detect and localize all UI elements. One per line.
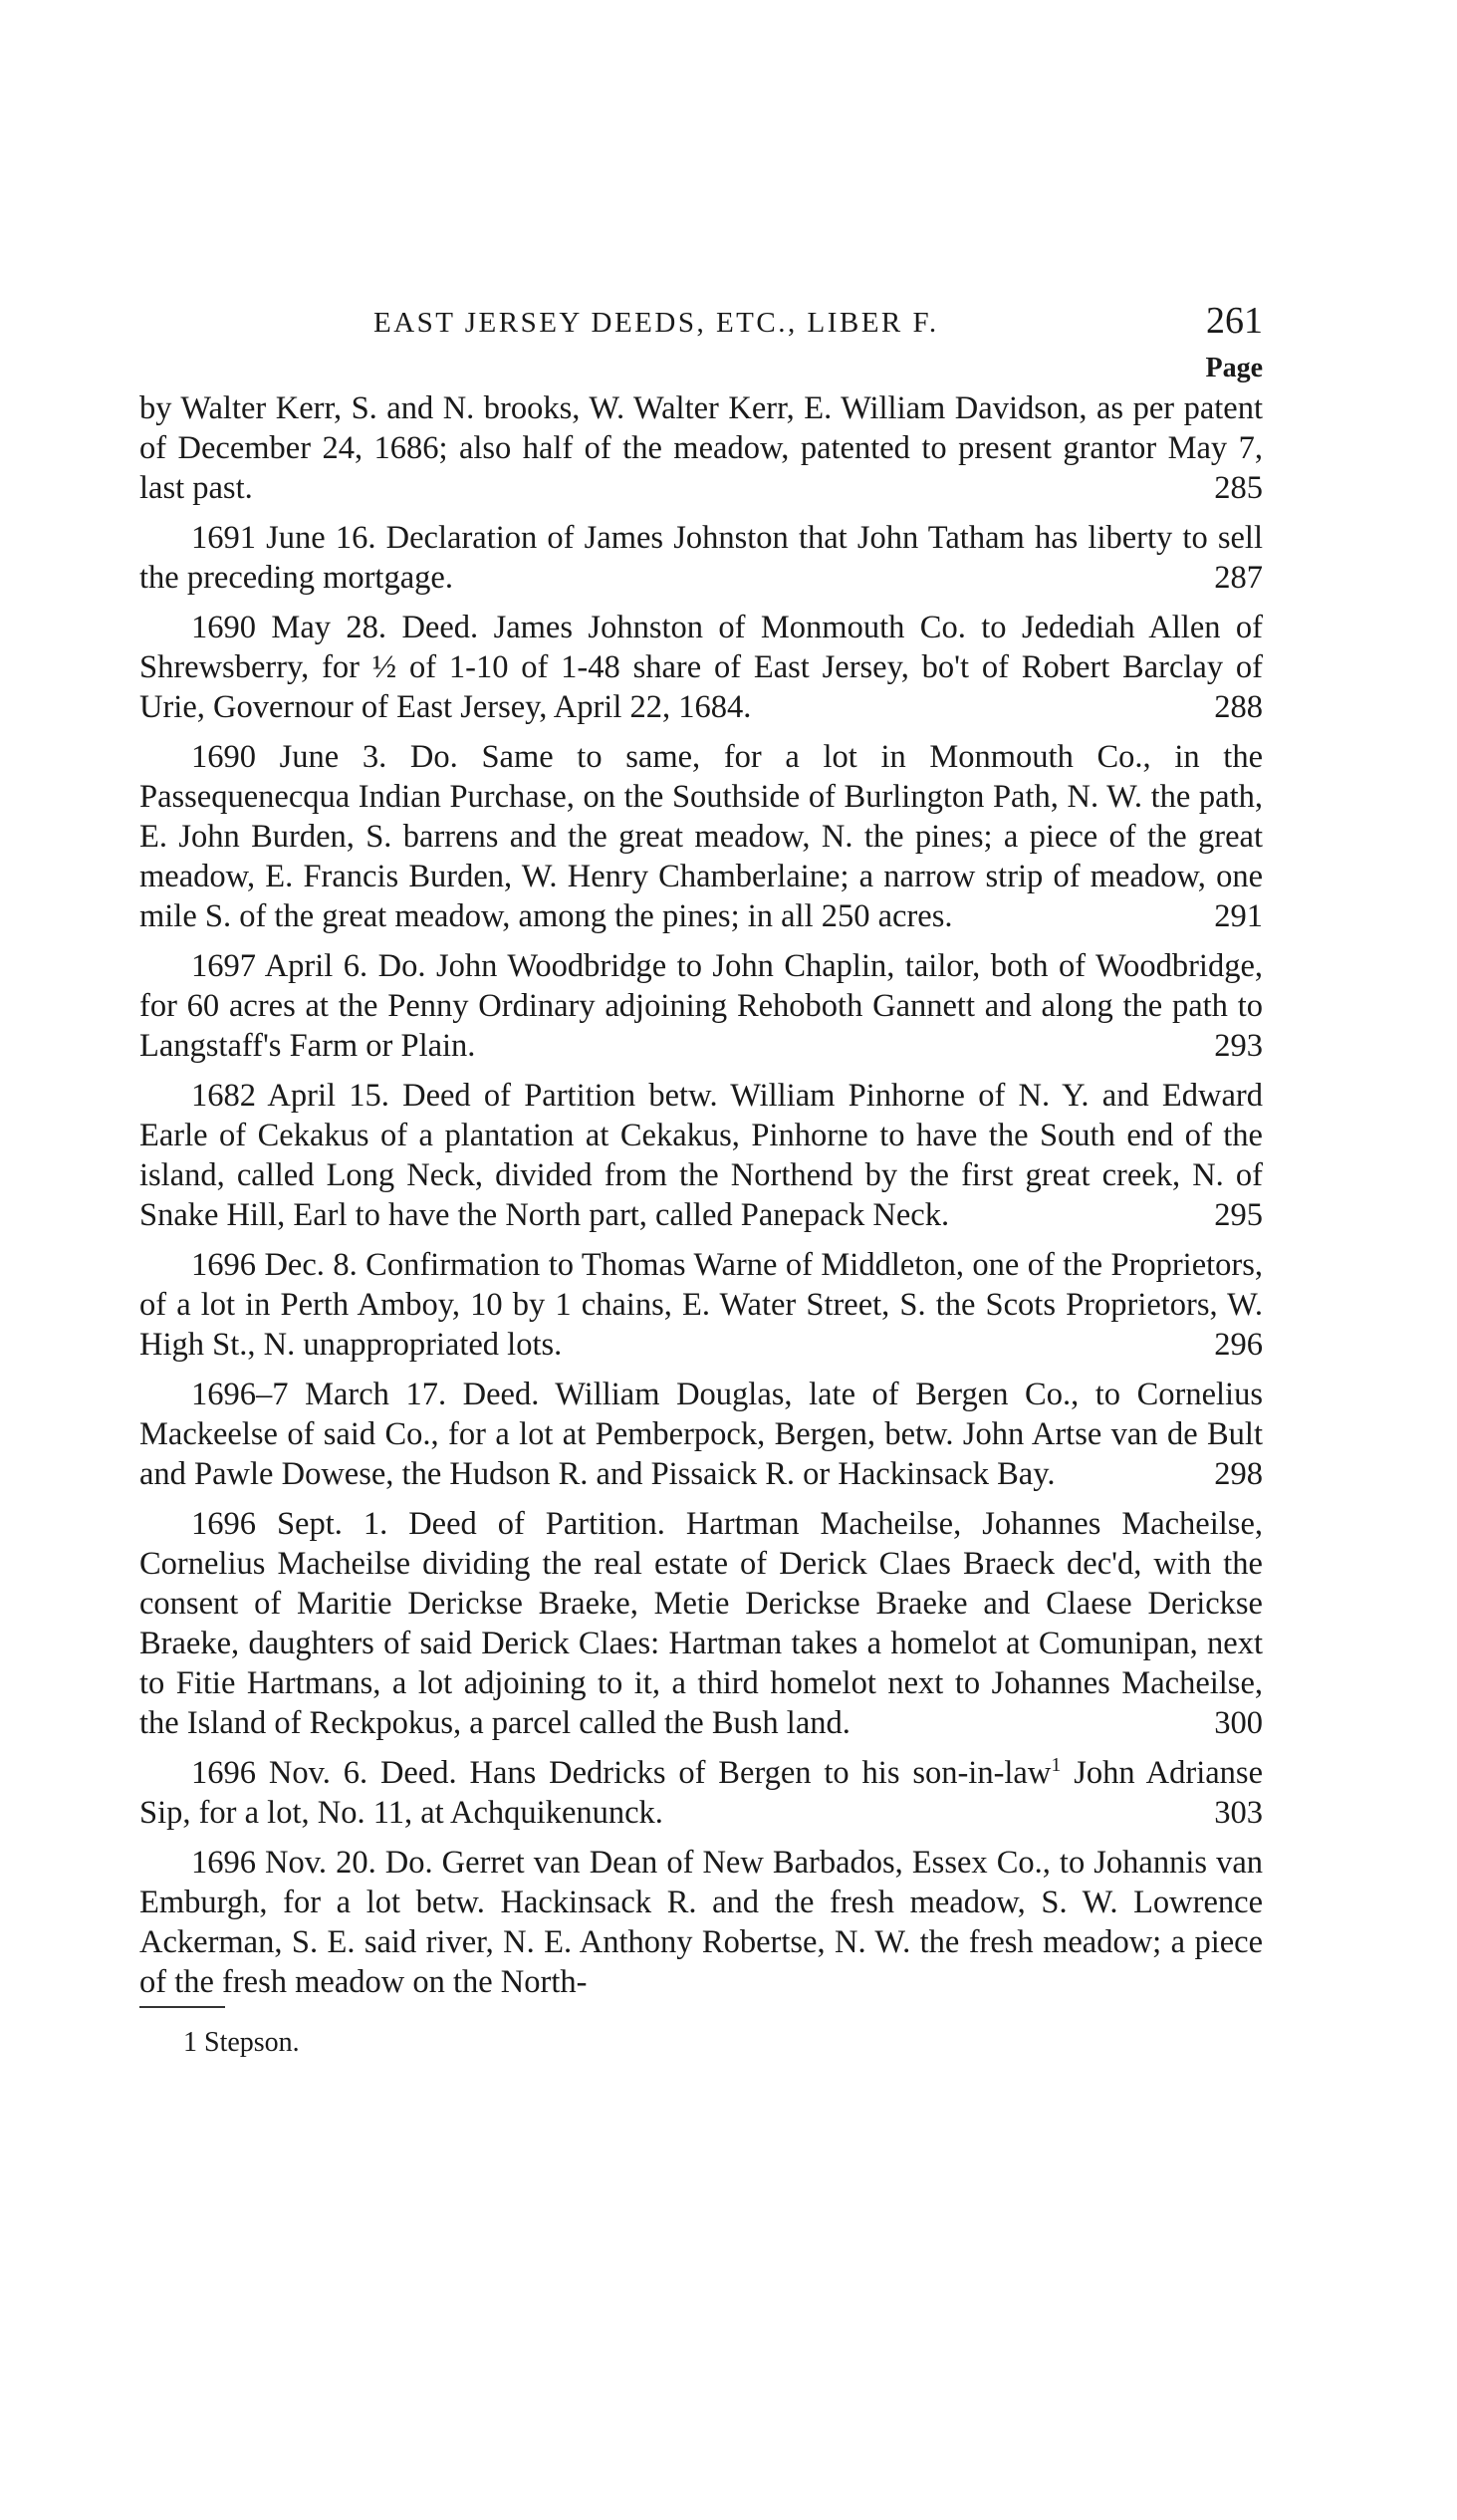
entry-text: 1696 Nov. 6. Deed. Hans Dedricks of Bergen to his son-in-law (191, 1755, 1052, 1791)
footnote-divider (139, 2006, 225, 2008)
entry-text: 1690 May 28. Deed. James Johnston of Monmouth Co. to Jedediah Allen of Shrewsberry, for ½ of 1-10 of 1-48 share of East Jersey, bo't of Robert Barclay of Urie, Governour of East Jersey, April 22, 1684. (139, 610, 1263, 725)
page-column-label: Page (1205, 353, 1263, 383)
deed-entry (139, 518, 1263, 598)
entry-page-ref: 287 (1214, 560, 1263, 596)
entry-text: by Walter Kerr, S. and N. brooks, W. Walter Kerr, E. William Davidson, as per patent of December 24, 1686; also half of the meadow, patented to present grantor May 7, last past. (139, 390, 1263, 506)
entry-page-ref: 291 (1214, 898, 1263, 934)
entry-text: 1691 June 16. Declaration of James Johnston that John Tatham has liberty to sell the preceding mortgage. (139, 520, 1263, 596)
deed-entry (139, 608, 1263, 727)
entry-text: 1682 April 15. Deed of Partition betw. William Pinhorne of N. Y. and Edward Earle of Cekakus of a plantation at Cekakus, Pinhorne to have the South end of the island, called Long Neck, divided from the Northend by the first great creek, N. of Snake Hill, Earl to have the North part, called Panepack Neck. (139, 1078, 1263, 1233)
running-head: EAST JERSEY DEEDS, ETC., LIBER F. (373, 307, 939, 339)
entry-page-ref: 303 (1214, 1795, 1263, 1831)
entry-text: 1696 Nov. 20. Do. Gerret van Dean of New Barbados, Essex Co., to Johannis van Emburgh, for a lot betw. Hackinsack R. and the fresh meadow, S. W. Lowrence Ackerman, S. E. said river, N. E. Anthony Robertse, N. W. the fresh meadow; a piece of the fresh meadow on the North- (139, 1845, 1263, 2000)
footnote (139, 2026, 1263, 2060)
deed-entry (139, 946, 1263, 1066)
deed-entry (139, 1375, 1263, 1494)
entry-text: 1696 Sept. 1. Deed of Partition. Hartman Macheilse, Johannes Macheilse, Cornelius Macheilse dividing the real estate of Derick Claes Braeck dec'd, with the consent of Maritie Derickse Braeke, Metie Derickse Braeke and Claese Derickse Braeke, daughters of said Derick Claes: Hartman takes a homelot at Comunipan, next to Fitie Hartmans, a lot adjoining to it, a third homelot next to Johannes Macheilse, the Island of Reckpokus, a parcel called the Bush land. (139, 1506, 1263, 1741)
entry-page-ref: 296 (1214, 1327, 1263, 1363)
entry-text: 1697 April 6. Do. John Woodbridge to John Chaplin, tailor, both of Woodbridge, for 60 acres at the Penny Ordinary adjoining Rehoboth Gannett and along the path to Langstaff's Farm or Plain. (139, 948, 1263, 1064)
page-header (139, 299, 1263, 345)
deed-entry (139, 1076, 1263, 1235)
entry-page-ref: 300 (1214, 1705, 1263, 1741)
deed-entry (139, 1504, 1263, 1743)
entry-text: 1696–7 March 17. Deed. William Douglas, late of Bergen Co., to Cornelius Mackeelse of said Co., for a lot at Pemberpock, Bergen, betw. John Artse van de Bult and Pawle Dowese, the Hudson R. and Pissaick R. or Hackinsack Bay. (139, 1377, 1263, 1492)
deed-entry (139, 737, 1263, 936)
entry-page-ref: 288 (1214, 689, 1263, 725)
deed-entry (139, 1245, 1263, 1365)
footnote-text: Stepson. (204, 2027, 300, 2058)
footnote-mark: 1 (1051, 1754, 1062, 1777)
entry-page-ref: 298 (1214, 1456, 1263, 1492)
footnote-number: 1 (183, 2027, 197, 2058)
entry-page-ref: 285 (1214, 470, 1263, 506)
deed-entries (139, 388, 1263, 2002)
entry-text-continued: John Adrianse Sip, for a lot, No. 11, at Achquikenunck. (139, 1755, 1264, 1831)
entry-text: 1690 June 3. Do. Same to same, for a lot in Monmouth Co., in the Passequenecqua Indian Purchase, on the Southside of Burlington Path, N. W. the path, E. John Burden, S. barrens and the great meadow, N. the pines; a piece of the great meadow, E. Francis Burden, W. Henry Chamberlaine; a narrow strip of meadow, one mile S. of the great meadow, among the pines; in all 250 acres. (139, 739, 1263, 934)
deed-entry (139, 1843, 1263, 2002)
deed-entry (139, 1753, 1263, 1833)
entry-page-ref: 293 (1214, 1028, 1263, 1064)
document-page (139, 299, 1263, 2060)
entry-text: 1696 Dec. 8. Confirmation to Thomas Warne of Middleton, one of the Proprietors, of a lot in Perth Amboy, 10 by 1 chains, E. Water Street, S. the Scots Proprietors, W. High St., N. unappropriated lots. (139, 1247, 1263, 1363)
page-number: 261 (1206, 300, 1263, 342)
entry-page-ref: 295 (1214, 1197, 1263, 1233)
deed-entry (139, 388, 1263, 508)
